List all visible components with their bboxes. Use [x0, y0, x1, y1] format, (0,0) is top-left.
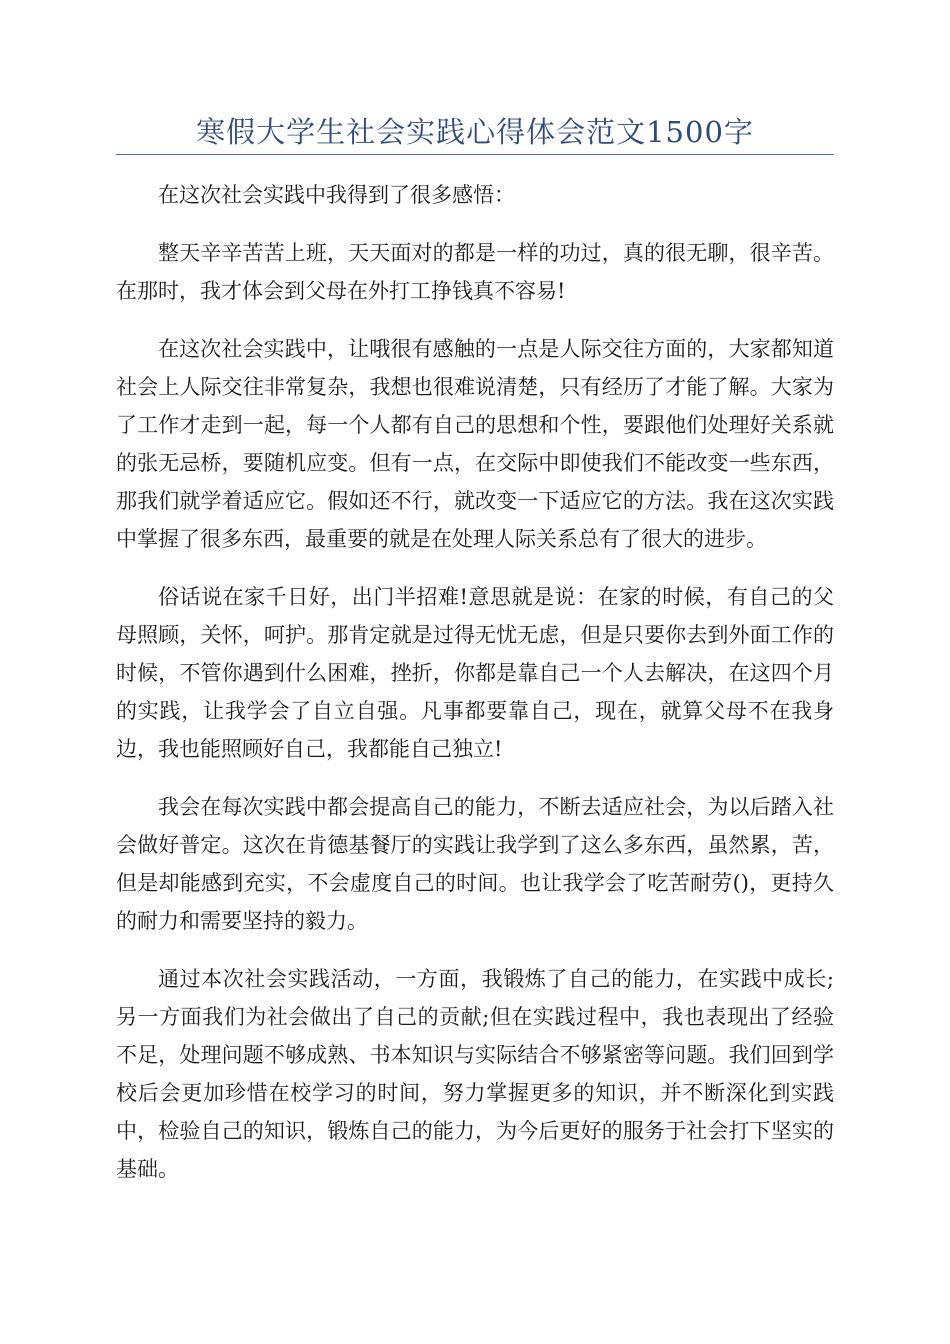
document-title: 寒假大学生社会实践心得体会范文1500字 — [196, 115, 754, 149]
paragraph: 在这次社会实践中我得到了很多感悟： — [158, 183, 515, 207]
paragraph: 通过本次社会实践活动，一方面，我锻炼了自己的能力，在实践中成长;另一方面我们为社会做出了自己的贡献;但在实践过程中，我也表现出了经验不足，处理问题不够成熟、书本知识与实际结合不够紧密等问题。我们回到学校后会更加珍惜在校学习的时间，努力掌握更多的知识，并不断深化到实践中，检验自己的知识，锻炼自己的能力，为今后更好的服务于社会打下坚实的基础。 — [116, 967, 834, 1181]
document-body — [116, 176, 834, 1208]
paragraph: 在这次社会实践中，让哦很有感触的一点是人际交往方面的，大家都知道社会上人际交往非常复杂，我想也很难说清楚，只有经历了才能了解。大家为了工作才走到一起，每一个人都有自己的思想和个性，要跟他们处理好关系就的张无忌桥，要随机应变。但有一点，在交际中即使我们不能改变一些东西，那我们就学着适应它。假如还不行，就改变一下适应它的方法。我在这次实践中掌握了很多东西，最重要的就是在处理人际关系总有了很大的进步。 — [116, 337, 834, 551]
title-underline — [116, 154, 834, 155]
paragraph: 我会在每次实践中都会提高自己的能力，不断去适应社会，为以后踏入社会做好普定。这次在肯德基餐厅的实践让我学到了这么多东西，虽然累，苦，但是却能感到充实，不会虚度自己的时间。也让我学会了吃苦耐劳()，更持久的耐力和需要坚持的毅力。 — [116, 795, 834, 933]
paragraph: 整天辛辛苦苦上班，天天面对的都是一样的功过，真的很无聊，很辛苦。在那时，我才体会到父母在外打工挣钱真不容易! — [116, 241, 834, 303]
paragraph: 俗话说在家千日好，出门半招难!意思就是说：在家的时候，有自己的父母照顾，关怀，呵护。那肯定就是过得无忧无虑，但是只要你去到外面工作的时候，不管你遇到什么困难，挫折，你都是靠自己一个人去解决，在这四个月的实践，让我学会了自立自强。凡事都要靠自己，现在，就算父母不在我身边，我也能照顾好自己，我都能自己独立! — [116, 585, 834, 761]
